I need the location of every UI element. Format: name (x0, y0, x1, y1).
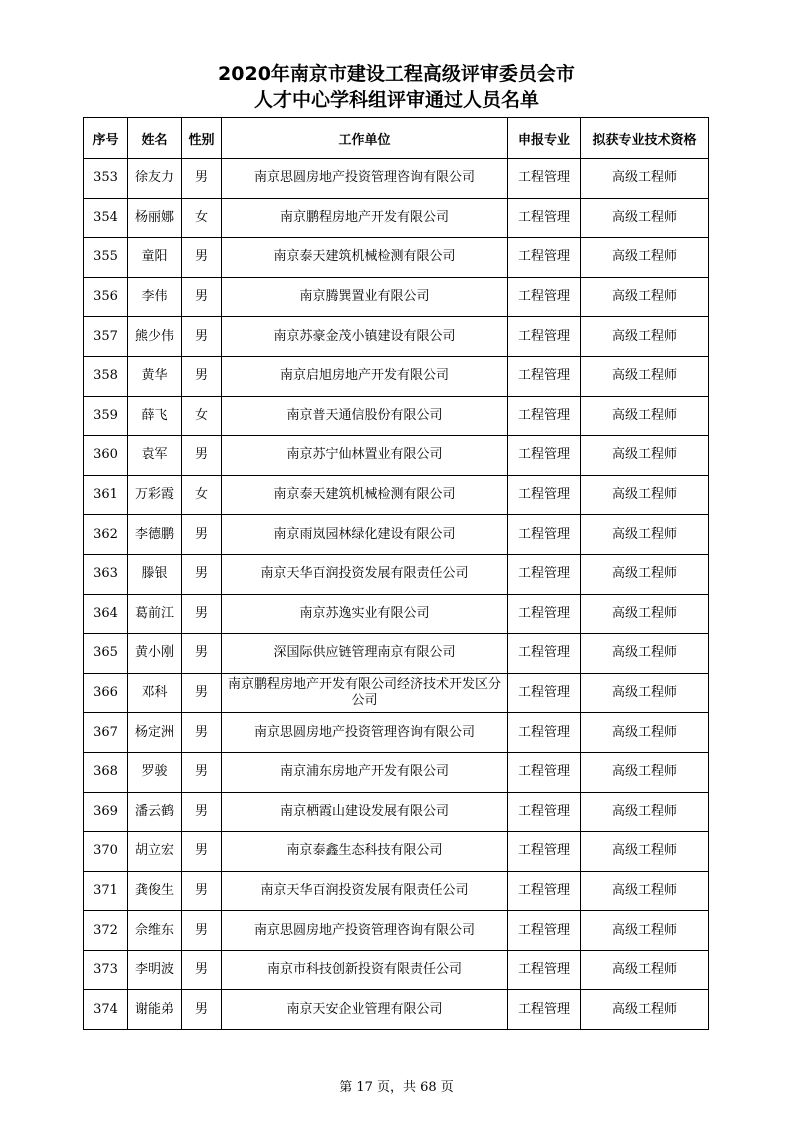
cell-no: 365 (84, 634, 128, 674)
cell-gender: 男 (182, 634, 222, 674)
cell-gender: 男 (182, 238, 222, 278)
cell-major: 工程管理 (508, 594, 581, 634)
cell-unit: 南京天华百润投资发展有限责任公司 (222, 554, 508, 594)
cell-major: 工程管理 (508, 911, 581, 951)
cell-no: 361 (84, 475, 128, 515)
cell-major: 工程管理 (508, 238, 581, 278)
cell-name: 杨丽娜 (128, 198, 182, 238)
header-no: 序号 (84, 118, 128, 159)
cell-unit: 南京思圆房地产投资管理咨询有限公司 (222, 911, 508, 951)
cell-qualification: 高级工程师 (581, 238, 709, 278)
cell-gender: 男 (182, 990, 222, 1030)
cell-no: 364 (84, 594, 128, 634)
cell-unit: 南京泰天建筑机械检测有限公司 (222, 475, 508, 515)
table-row (84, 792, 709, 832)
cell-name: 袁军 (128, 436, 182, 476)
cell-name: 佘维东 (128, 911, 182, 951)
table-row (84, 515, 709, 555)
cell-no: 366 (84, 673, 128, 713)
cell-gender: 女 (182, 198, 222, 238)
cell-qualification: 高级工程师 (581, 950, 709, 990)
cell-major: 工程管理 (508, 713, 581, 753)
cell-unit: 南京天华百润投资发展有限责任公司 (222, 871, 508, 911)
cell-qualification: 高级工程师 (581, 673, 709, 713)
cell-gender: 男 (182, 554, 222, 594)
cell-major: 工程管理 (508, 950, 581, 990)
cell-gender: 男 (182, 277, 222, 317)
cell-qualification: 高级工程师 (581, 198, 709, 238)
cell-major: 工程管理 (508, 634, 581, 674)
cell-no: 368 (84, 752, 128, 792)
cell-no: 362 (84, 515, 128, 555)
cell-name: 李德鹏 (128, 515, 182, 555)
cell-gender: 男 (182, 792, 222, 832)
cell-qualification: 高级工程师 (581, 871, 709, 911)
cell-name: 罗骏 (128, 752, 182, 792)
cell-qualification: 高级工程师 (581, 515, 709, 555)
cell-major: 工程管理 (508, 475, 581, 515)
cell-major: 工程管理 (508, 990, 581, 1030)
cell-unit: 南京市科技创新投资有限责任公司 (222, 950, 508, 990)
cell-unit: 深国际供应链管理南京有限公司 (222, 634, 508, 674)
table-row (84, 436, 709, 476)
cell-no: 370 (84, 832, 128, 872)
cell-unit: 南京泰天建筑机械检测有限公司 (222, 238, 508, 278)
cell-unit: 南京栖霞山建设发展有限公司 (222, 792, 508, 832)
table-row (84, 396, 709, 436)
table-row (84, 990, 709, 1030)
cell-gender: 男 (182, 752, 222, 792)
cell-name: 葛前江 (128, 594, 182, 634)
table-row (84, 238, 709, 278)
cell-major: 工程管理 (508, 159, 581, 199)
cell-major: 工程管理 (508, 277, 581, 317)
cell-no: 363 (84, 554, 128, 594)
table-row (84, 277, 709, 317)
cell-major: 工程管理 (508, 792, 581, 832)
cell-name: 万彩霞 (128, 475, 182, 515)
cell-major: 工程管理 (508, 317, 581, 357)
cell-major: 工程管理 (508, 554, 581, 594)
cell-unit: 南京鹏程房地产开发有限公司经济技术开发区分公司 (222, 673, 508, 713)
cell-unit: 南京雨岚园林绿化建设有限公司 (222, 515, 508, 555)
cell-name: 黄华 (128, 356, 182, 396)
cell-name: 胡立宏 (128, 832, 182, 872)
table-row (84, 356, 709, 396)
cell-unit: 南京思圆房地产投资管理咨询有限公司 (222, 159, 508, 199)
cell-major: 工程管理 (508, 356, 581, 396)
cell-qualification: 高级工程师 (581, 356, 709, 396)
cell-gender: 男 (182, 871, 222, 911)
header-qualification: 拟获专业技术资格 (581, 118, 709, 159)
cell-name: 熊少伟 (128, 317, 182, 357)
cell-major: 工程管理 (508, 198, 581, 238)
cell-major: 工程管理 (508, 436, 581, 476)
cell-no: 374 (84, 990, 128, 1030)
cell-no: 371 (84, 871, 128, 911)
cell-gender: 男 (182, 159, 222, 199)
cell-name: 李明波 (128, 950, 182, 990)
table-row (84, 950, 709, 990)
cell-qualification: 高级工程师 (581, 990, 709, 1030)
table-row (84, 475, 709, 515)
cell-qualification: 高级工程师 (581, 159, 709, 199)
cell-no: 360 (84, 436, 128, 476)
cell-gender: 女 (182, 396, 222, 436)
cell-no: 367 (84, 713, 128, 753)
cell-unit: 南京苏豪金茂小镇建设有限公司 (222, 317, 508, 357)
table-row (84, 871, 709, 911)
cell-qualification: 高级工程师 (581, 713, 709, 753)
cell-no: 372 (84, 911, 128, 951)
cell-qualification: 高级工程师 (581, 832, 709, 872)
cell-no: 359 (84, 396, 128, 436)
cell-name: 李伟 (128, 277, 182, 317)
document-title-line-2: 人才中心学科组评审通过人员名单 (253, 89, 539, 111)
page-footer: 第 17 页，共 68 页 (339, 1080, 454, 1095)
cell-qualification: 高级工程师 (581, 475, 709, 515)
cell-gender: 女 (182, 475, 222, 515)
cell-gender: 男 (182, 911, 222, 951)
cell-no: 356 (84, 277, 128, 317)
cell-name: 潘云鹤 (128, 792, 182, 832)
cell-name: 童阳 (128, 238, 182, 278)
cell-unit: 南京思圆房地产投资管理咨询有限公司 (222, 713, 508, 753)
table-row (84, 159, 709, 199)
cell-qualification: 高级工程师 (581, 594, 709, 634)
cell-name: 徐友力 (128, 159, 182, 199)
cell-unit: 南京天安企业管理有限公司 (222, 990, 508, 1030)
cell-unit: 南京苏逸实业有限公司 (222, 594, 508, 634)
table-row (84, 594, 709, 634)
cell-qualification: 高级工程师 (581, 317, 709, 357)
table-row (84, 673, 709, 713)
cell-gender: 男 (182, 436, 222, 476)
cell-major: 工程管理 (508, 832, 581, 872)
cell-no: 358 (84, 356, 128, 396)
cell-name: 薛飞 (128, 396, 182, 436)
cell-unit: 南京鹏程房地产开发有限公司 (222, 198, 508, 238)
table-row (84, 911, 709, 951)
cell-no: 373 (84, 950, 128, 990)
cell-major: 工程管理 (508, 673, 581, 713)
table-row (84, 554, 709, 594)
cell-gender: 男 (182, 673, 222, 713)
cell-unit: 南京普天通信股份有限公司 (222, 396, 508, 436)
table-row (84, 832, 709, 872)
table-header-row (84, 118, 709, 159)
cell-gender: 男 (182, 713, 222, 753)
cell-unit: 南京启旭房地产开发有限公司 (222, 356, 508, 396)
cell-qualification: 高级工程师 (581, 554, 709, 594)
cell-name: 滕银 (128, 554, 182, 594)
cell-unit: 南京腾巽置业有限公司 (222, 277, 508, 317)
cell-name: 龚俊生 (128, 871, 182, 911)
header-unit: 工作单位 (222, 118, 508, 159)
cell-name: 邓科 (128, 673, 182, 713)
cell-qualification: 高级工程师 (581, 396, 709, 436)
cell-no: 357 (84, 317, 128, 357)
table-row (84, 634, 709, 674)
cell-major: 工程管理 (508, 515, 581, 555)
cell-name: 黄小刚 (128, 634, 182, 674)
document-title-line-1: 2020年南京市建设工程高级评审委员会市 (218, 63, 575, 85)
header-major: 申报专业 (508, 118, 581, 159)
cell-gender: 男 (182, 950, 222, 990)
cell-gender: 男 (182, 317, 222, 357)
table-row (84, 198, 709, 238)
cell-major: 工程管理 (508, 396, 581, 436)
personnel-table (83, 117, 709, 1030)
cell-qualification: 高级工程师 (581, 436, 709, 476)
cell-qualification: 高级工程师 (581, 792, 709, 832)
header-gender: 性别 (182, 118, 222, 159)
cell-unit: 南京泰鑫生态科技有限公司 (222, 832, 508, 872)
cell-unit: 南京浦东房地产开发有限公司 (222, 752, 508, 792)
cell-qualification: 高级工程师 (581, 634, 709, 674)
cell-no: 354 (84, 198, 128, 238)
cell-gender: 男 (182, 515, 222, 555)
table-row (84, 713, 709, 753)
cell-no: 353 (84, 159, 128, 199)
cell-no: 355 (84, 238, 128, 278)
cell-qualification: 高级工程师 (581, 911, 709, 951)
cell-qualification: 高级工程师 (581, 752, 709, 792)
cell-unit: 南京苏宁仙林置业有限公司 (222, 436, 508, 476)
table-row (84, 752, 709, 792)
header-name: 姓名 (128, 118, 182, 159)
cell-major: 工程管理 (508, 871, 581, 911)
cell-gender: 男 (182, 356, 222, 396)
cell-gender: 男 (182, 832, 222, 872)
table-row (84, 317, 709, 357)
cell-gender: 男 (182, 594, 222, 634)
cell-name: 谢能弟 (128, 990, 182, 1030)
cell-no: 369 (84, 792, 128, 832)
cell-name: 杨定洲 (128, 713, 182, 753)
table-body (84, 159, 709, 1030)
cell-major: 工程管理 (508, 752, 581, 792)
cell-qualification: 高级工程师 (581, 277, 709, 317)
